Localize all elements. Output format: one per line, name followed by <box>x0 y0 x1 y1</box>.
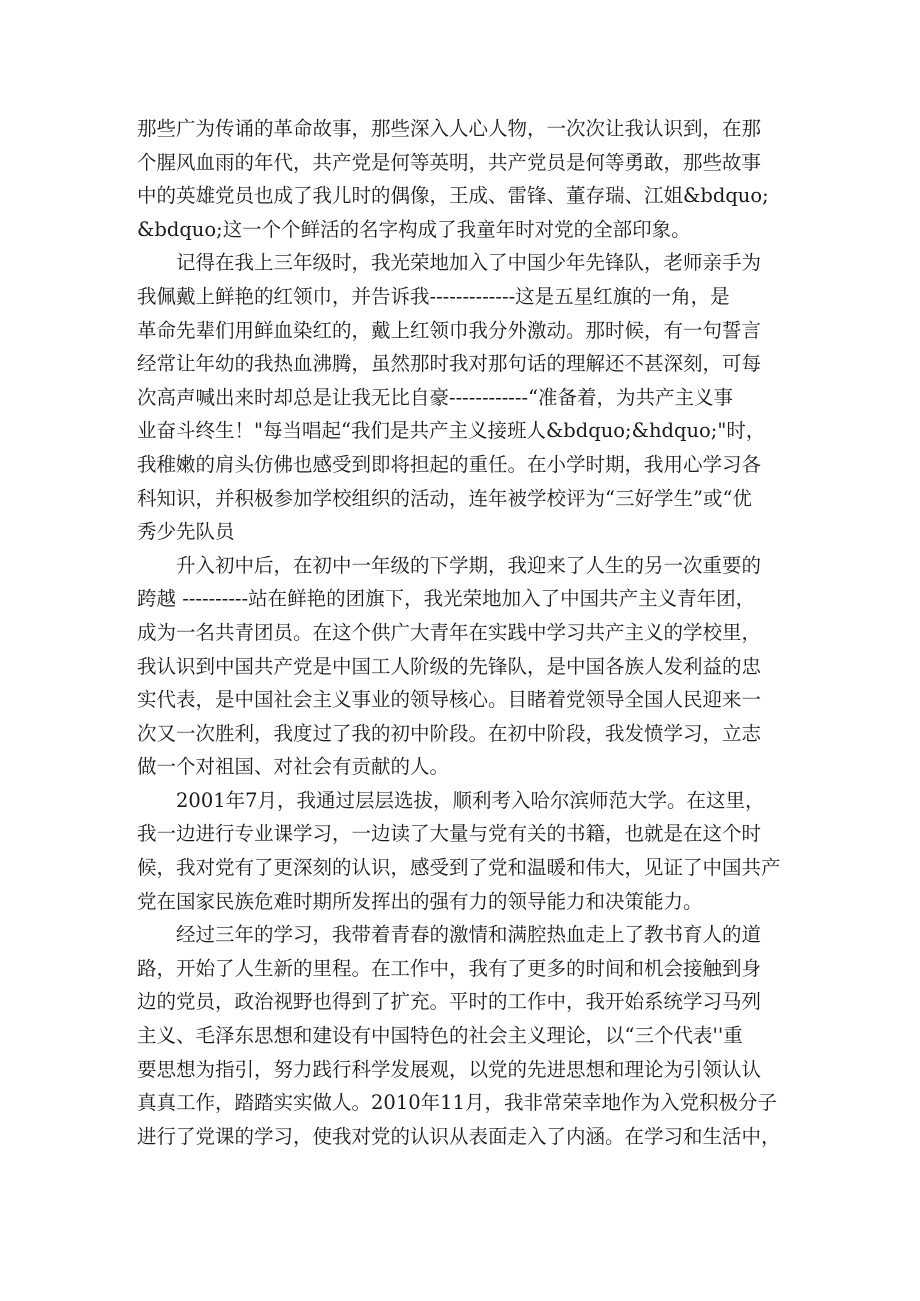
text-line: 要思想为指引，努力践行科学发展观，以党的先进思想和理论为引领认认 <box>137 1057 762 1081</box>
text-line: 进行了党课的学习，使我对党的认识从表面走入了内涵。在学习和生活中， <box>137 1124 781 1148</box>
text-line: 主义、毛泽东思想和建设有中国特色的社会主义理论，以“三个代表''重 <box>137 1024 743 1048</box>
text-line: 我佩戴上鲜艳的红领巾，并告诉我-------------这是五星红旗的一角，是 <box>137 284 730 308</box>
text-line: 成为一名共青团员。在这个供广大青年在实践中学习共产主义的学校里， <box>137 620 762 644</box>
text-line: 次又一次胜利，我度过了我的初中阶段。在初中阶段，我发愤学习，立志 <box>137 721 762 745</box>
text-line: 秀少先队员 <box>137 520 235 544</box>
text-line: 我一边进行专业课学习，一边读了大量与党有关的书籍，也就是在这个时 <box>137 822 762 846</box>
text-line: 次高声喊出来时却总是让我无比自豪------------“准备着，为共产主义事 <box>137 385 734 409</box>
text-line: 做一个对祖国、对社会有贡献的人。 <box>137 755 450 779</box>
document-body <box>137 112 793 1153</box>
paragraph-1 <box>137 112 793 246</box>
text-line: 路，开始了人生新的里程。在工作中，我有了更多的时间和机会接触到身 <box>137 956 762 980</box>
text-line: 我稚嫩的肩头仿佛也感受到即将担起的重任。在小学时期，我用心学习各 <box>137 452 762 476</box>
text-line: 跨越 ----------站在鲜艳的团旗下，我光荣地加入了中国共产主义青年团， <box>137 587 756 611</box>
text-line: 科知识，并积极参加学校组织的活动，连年被学校评为“三好学生”或“优 <box>137 486 752 510</box>
text-line: 业奋斗终生！"每当唱起“我们是共产主义接班人&bdquo;&hdquo;"时， <box>137 419 766 443</box>
text-line: 革命先辈们用鲜血染红的，戴上红领巾我分外激动。那时候，有一句誓言 <box>137 318 762 342</box>
text-line: 那些广为传诵的革命故事，那些深入人心人物，一次次让我认识到，在那 <box>137 117 762 140</box>
paragraph-4 <box>137 784 793 918</box>
text-line: 实代表，是中国社会主义事业的领导核心。目睹着党领导全国人民迎来一 <box>137 688 762 712</box>
text-line: 2001年7月，我通过层层选拔，顺利考入哈尔滨师范大学。在这里， <box>176 788 765 812</box>
text-line: 个腥风血雨的年代，共产党是何等英明，共产党员是何等勇敢，那些故事 <box>137 150 762 174</box>
text-line: &bdquo;这一个个鲜活的名字构成了我童年时对党的全部印象。 <box>137 217 691 241</box>
text-line: 候，我对党有了更深刻的认识，感受到了党和温暖和伟大，见证了中国共产 <box>137 856 781 880</box>
text-line: 边的党员，政治视野也得到了扩充。平时的工作中，我开始系统学习马列 <box>137 990 762 1014</box>
paragraph-2 <box>137 246 793 548</box>
text-line: 经过三年的学习，我带着青春的激情和满腔热血走上了教书育人的道 <box>176 923 762 947</box>
text-line: 我认识到中国共产党是中国工人阶级的先锋队，是中国各族人发利益的忠 <box>137 654 762 678</box>
text-line: 中的英雄党员也成了我儿时的偶像，王成、雷锋、董存瑞、江姐&bdquo; <box>137 184 769 208</box>
text-line: 记得在我上三年级时，我光荣地加入了中国少年先锋队，老师亲手为 <box>176 251 762 275</box>
paragraph-5 <box>137 918 793 1153</box>
text-line: 真真工作，踏踏实实做人。2010年11月，我非常荣幸地作为入党积极分子 <box>137 1091 777 1115</box>
text-line: 经常让年幼的我热血沸腾，虽然那时我对那句话的理解还不甚深刻，可每 <box>137 352 762 376</box>
text-line: 党在国家民族危难时期所发挥出的强有力的领导能力和决策能力。 <box>137 889 703 913</box>
paragraph-3 <box>137 549 793 784</box>
text-line: 升入初中后，在初中一年级的下学期，我迎来了人生的另一次重要的 <box>176 553 762 577</box>
